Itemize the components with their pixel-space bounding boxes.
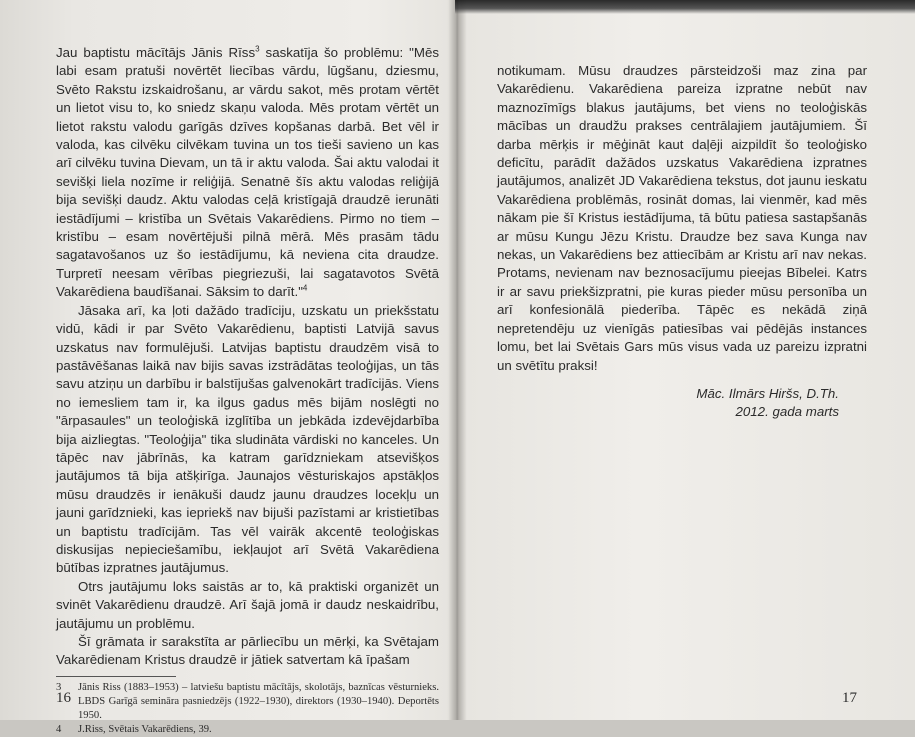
paragraph-2: Jāsaka arī, ka ļoti dažādo tradīciju, uzskatu un priekšstatu vidū, kādi ir par Svēto Vakarēdienu, baptisti Latvijā savus uzskatus nav formulējuši. Latvijas baptistu draudzēm visā to pastāvēšanas laikā nav bijis savas izstrādātas teoloģijas, un tās savu atziņu un darbību ir balstījušas galvenokārt tradīcijās. Viens no iemesliem tam ir, ka ilgus gadus mēs bijām noslēgti no "ārpasaules" un teoloģiskā izglītība un jebkāda izdevējdarbība bija aizliegtas. "Teoloģija" tika sludināta vārdiski no kanceles. Un tāpēc nav jābrīnās, ka katram garīdzniekam atsevišķos jautājumos tā bija atšķirīga. Jaunajos vēsturiskajos apstākļos mūsu draudzēs ir ienākuši daudz jaunu draudzes locekļu un jauni garīdznieki, kas iepriekš nav bijuši pazīstami ar kristietības un baptistu tradīcijām. Tas vēl vairāk akcentē teoloģiskas diskusijas nepieciešamību, iekļaujot arī Svētā Vakarēdiena būtības izpratnes jautājumus. — [56, 302, 439, 576]
signature-author: Māc. Ilmārs Hiršs, D.Th. — [696, 385, 839, 401]
book-gutter — [447, 0, 467, 720]
footnote-text: Jānis Riss (1883–1953) – latviešu baptistu mācītājs, skolotājs, baznīcas vēsturnieks. LBDS Garīgā semināra pasniedzējs (1922–1930), direktors (1930–1940). Deportēts 1950. — [78, 681, 439, 721]
footnote-ref-3: 3 — [255, 44, 260, 54]
footnote-divider — [56, 676, 176, 677]
left-page — [56, 44, 439, 737]
footnote-number: 3 — [56, 681, 62, 693]
paragraph-1-quote: saskatīja šo problēmu: "Mēs labi esam pratuši novērtēt liecības vārdu, lūgšanu, dziesmu, Svēto Rakstu izskaidrošanu, ar vārdu sakot, mēs protam vērtēt un lietot visu to, ko sniedz skaņu valoda. Mēs protam vērtēt un lietot rakstu valodu garīgās dzīves kopšanas darbā. Bet vēl ir valoda, kas cilvēku cilvēkam tuvina un tos tieši savieno un kas arī cilvēku tuvina Dievam, un tā ir aktu valoda. Šai aktu valodai it sevišķi liela nozīme ir reliģijā. Senatnē šīs aktu valodas reliģijā bija sevišķi daudz. Aktu valodas ceļā kristīgajā draudzē ierunāti iestādījumi – kristība un Svētais Vakarēdiens. Pirmo no tiem – kristību – esam novērtējuši pilnā mērā. Mēs prasām tādu sagatavošanos uz šo iestādījumu, kā neviena cita draudze. Turpretī neesam vērības piegriezuši, lai sagatavotos Svētā Vakarēdiena baudīšanai. Sāksim to darīt." — [56, 45, 439, 300]
footnote-number: 4 — [56, 723, 62, 735]
signature-date: 2012. gada marts — [735, 404, 839, 420]
paragraph-1 — [56, 44, 439, 302]
footnote-ref-4: 4 — [302, 283, 308, 293]
paragraph-1-text: Jau baptistu mācītājs Jānis Rīss — [56, 45, 256, 60]
scan-shadow — [455, 0, 915, 14]
footnotes — [56, 681, 439, 737]
footnote-3 — [56, 681, 439, 723]
paragraph-3: Otrs jautājumu loks saistās ar to, kā praktiski organizēt un svinēt Vakarēdienu draudzē. Arī šajā jomā ir daudz neskaidrību, jautājumu un problēmu. — [56, 578, 439, 631]
footnote-text: J.Riss, Svētais Vakarēdiens, 39. — [78, 723, 212, 735]
paragraph-right-1: notikumam. Mūsu draudzes pārsteidzoši maz zina par Vakarēdienu. Vakarēdiena pareiza izpratne nebūt nav maznozīmīgs blakus jautājums, bet viens no teoloģiskās mācības un draudžu prakses centrālajiem jautājumiem. Šī darba mērķis ir mēģināt kaut daļēji aizpildīt šo teoloģisko deficītu, parādīt dažādos uzskatus Vakarēdiena izpratnes jautājumos, analizēt JD Vakarēdiena tekstus, dot jaunu ieskatu Vakarēdiena problēmās, rosināt domas, lai vienmēr, kad mēs nākam pie šī Kristus iestādījuma, tā būtu patiesa sastapšanās ar mūsu Kungu Jēzu Kristu. Draudze bez sava Kunga nav nekas, un Vakarēdiens bez attiecībām ar Kristu arī nav nekas. Protams, nevienam nav beznosacījumu pieejas Bībelei. Katrs ir ar savu priekšizpratni, pie kuras pieder mūsu personība un arī konfesionālā piederība. Tāpēc es nekādā ziņā nepretendēju uz vienīgās patiesības vai pēdējās instances lomu, bet lai Svētais Gars mūs visus vada uz pareizu izpratni un svētītu praksi! — [497, 63, 867, 373]
right-page — [497, 62, 867, 422]
footnote-4 — [56, 723, 439, 737]
page-number-right: 17 — [842, 690, 857, 706]
page-number-left: 16 — [56, 690, 71, 706]
signature — [497, 385, 867, 422]
paragraph-4: Šī grāmata ir sarakstīta ar pārliecību un mērķi, ka Svētajam Vakarēdienam Kristus draudzē ir jātiek satvertam kā īpašam — [56, 634, 439, 668]
